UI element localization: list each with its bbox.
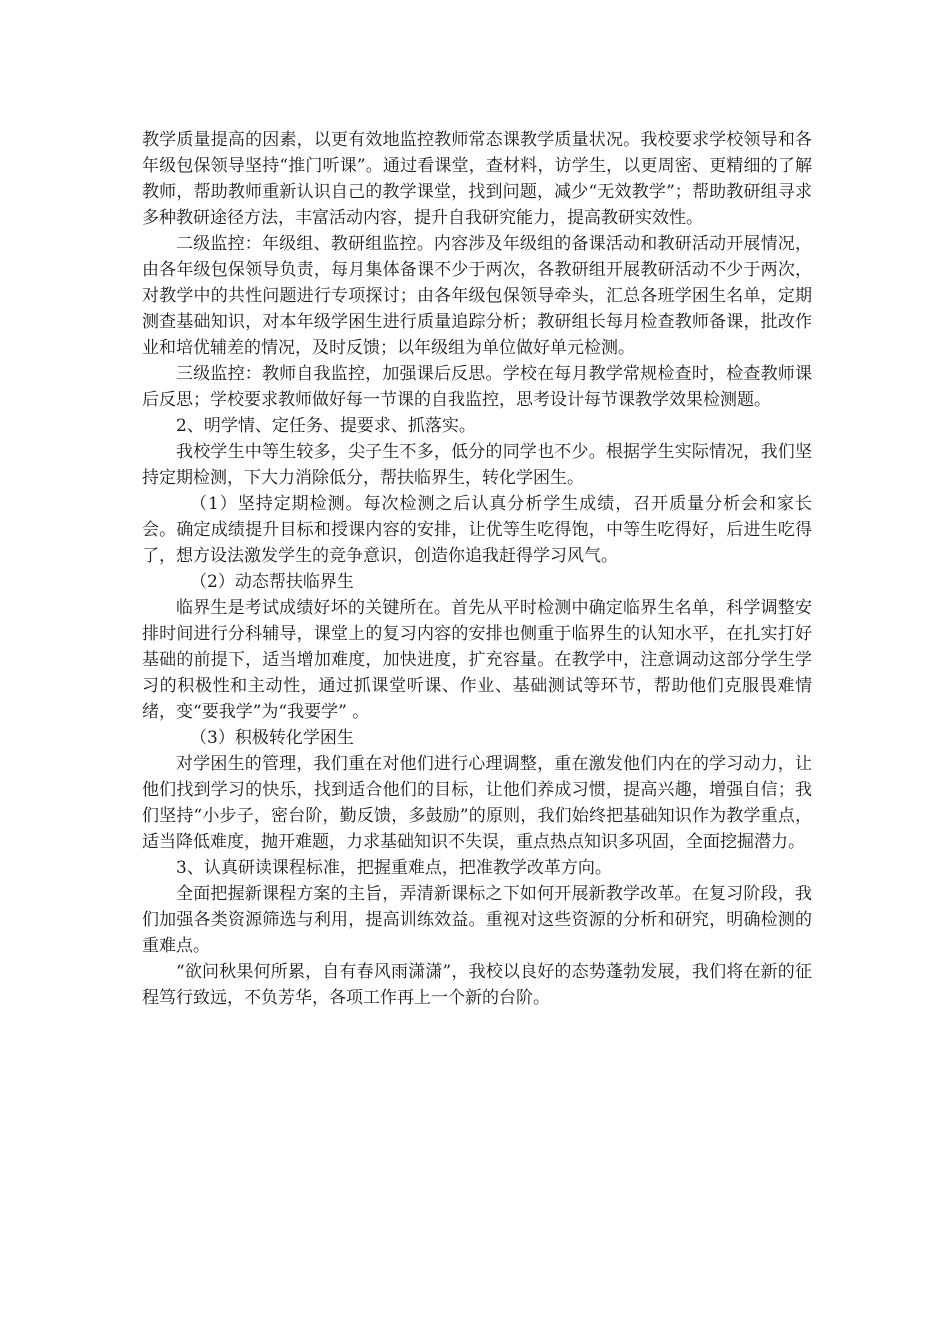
paragraph-level-two-monitoring: 二级监控：年级组、教研组监控。内容涉及年级组的备课活动和教研活动开展情况，由各年级包保领导负责，每月集体备课不少于两次，各教研组开展教研活动不少于两次，对教学中的共性问题进行专项探讨；由各年级包保领导牵头，汇总各班学困生名单，定期测查基础知识，对本年级学困生进行质量追踪分析；教研组长每月检查教师备课，批改作业和培优辅差的情况，及时反馈；以年级组为单位做好单元检测。 [142, 234, 812, 358]
paragraph-closing: “欲问秋果何所累，自有春风雨潇潇”，我校以良好的态势蓬勃发展，我们将在新的征程笃行致远，不负芳华，各项工作再上一个新的台阶。 [142, 962, 812, 1008]
paragraph-regular-testing: （1）坚持定期检测。每次检测之后认真分析学生成绩，召开质量分析会和家长会。确定成绩提升目标和授课内容的安排，让优等生吃得饱，中等生吃得好，后进生吃得了，想方设法激发学生的竞争意识，创造你追我赶得学习风气。 [142, 494, 812, 566]
subheading-borderline-students: （2）动态帮扶临界生 [190, 572, 354, 592]
paragraph-level-three-monitoring: 三级监控：教师自我监控，加强课后反思。学校在每月教学常规检查时，检查教师课后反思；学校要求教师做好每一节课的自我监控，思考设计每节课教学效果检测题。 [142, 364, 812, 410]
paragraph-borderline-students: 临界生是考试成绩好坏的关键所在。首先从平时检测中确定临界生名单，科学调整安排时间进行分科辅导，课堂上的复习内容的安排也侧重于临界生的认知水平，在扎实打好基础的前提下，适当增加难度，加快进度，扩充容量。在教学中，注意调动这部分学生学习的积极性和主动性，通过抓课堂听课、作业、基础测试等环节，帮助他们克服畏难情绪，变“要我学”为“我要学” 。 [142, 598, 812, 722]
paragraph-curriculum-standards: 全面把握新课程方案的主旨，弄清新课标之下如何开展新教学改革。在复习阶段，我们加强各类资源筛选与利用，提高训练效益。重视对这些资源的分析和研究，明确检测的重难点。 [142, 884, 812, 956]
paragraph-student-situation: 我校学生中等生较多，尖子生不多，低分的同学也不少。根据学生实际情况，我们坚持定期检测，下大力消除低分，帮扶临界生，转化学困生。 [142, 442, 812, 488]
section-heading-2: 2、明学情、定任务、提要求、抓落实。 [176, 416, 476, 436]
paragraph-struggling-students: 对学困生的管理，我们重在对他们进行心理调整，重在激发他们内在的学习动力，让他们找到学习的快乐，找到适合他们的目标，让他们养成习惯，提高兴趣，增强自信；我们坚持“小步子，密台阶，勤反馈，多鼓励”的原则，我们始终把基础知识作为教学重点，适当降低难度，抛开难题，力求基础知识不失误，重点热点知识多巩固，全面挖掘潜力。 [142, 754, 812, 852]
paragraph-continuation: 教学质量提高的因素，以更有效地监控教师常态课教学质量状况。我校要求学校领导和各年级包保领导坚持“推门听课”。通过看课堂，查材料，访学生，以更周密、更精细的了解教师，帮助教师重新认识自己的教学课堂，找到问题，减少“无效教学”；帮助教研组寻求多种教研途径方法，丰富活动内容，提升自我研究能力，提高教研实效性。 [142, 130, 812, 228]
section-heading-3: 3、认真研读课程标准，把握重难点，把准教学改革方向。 [176, 858, 612, 878]
subheading-struggling-students: （3）积极转化学困生 [190, 728, 354, 748]
document-body [142, 127, 812, 1011]
